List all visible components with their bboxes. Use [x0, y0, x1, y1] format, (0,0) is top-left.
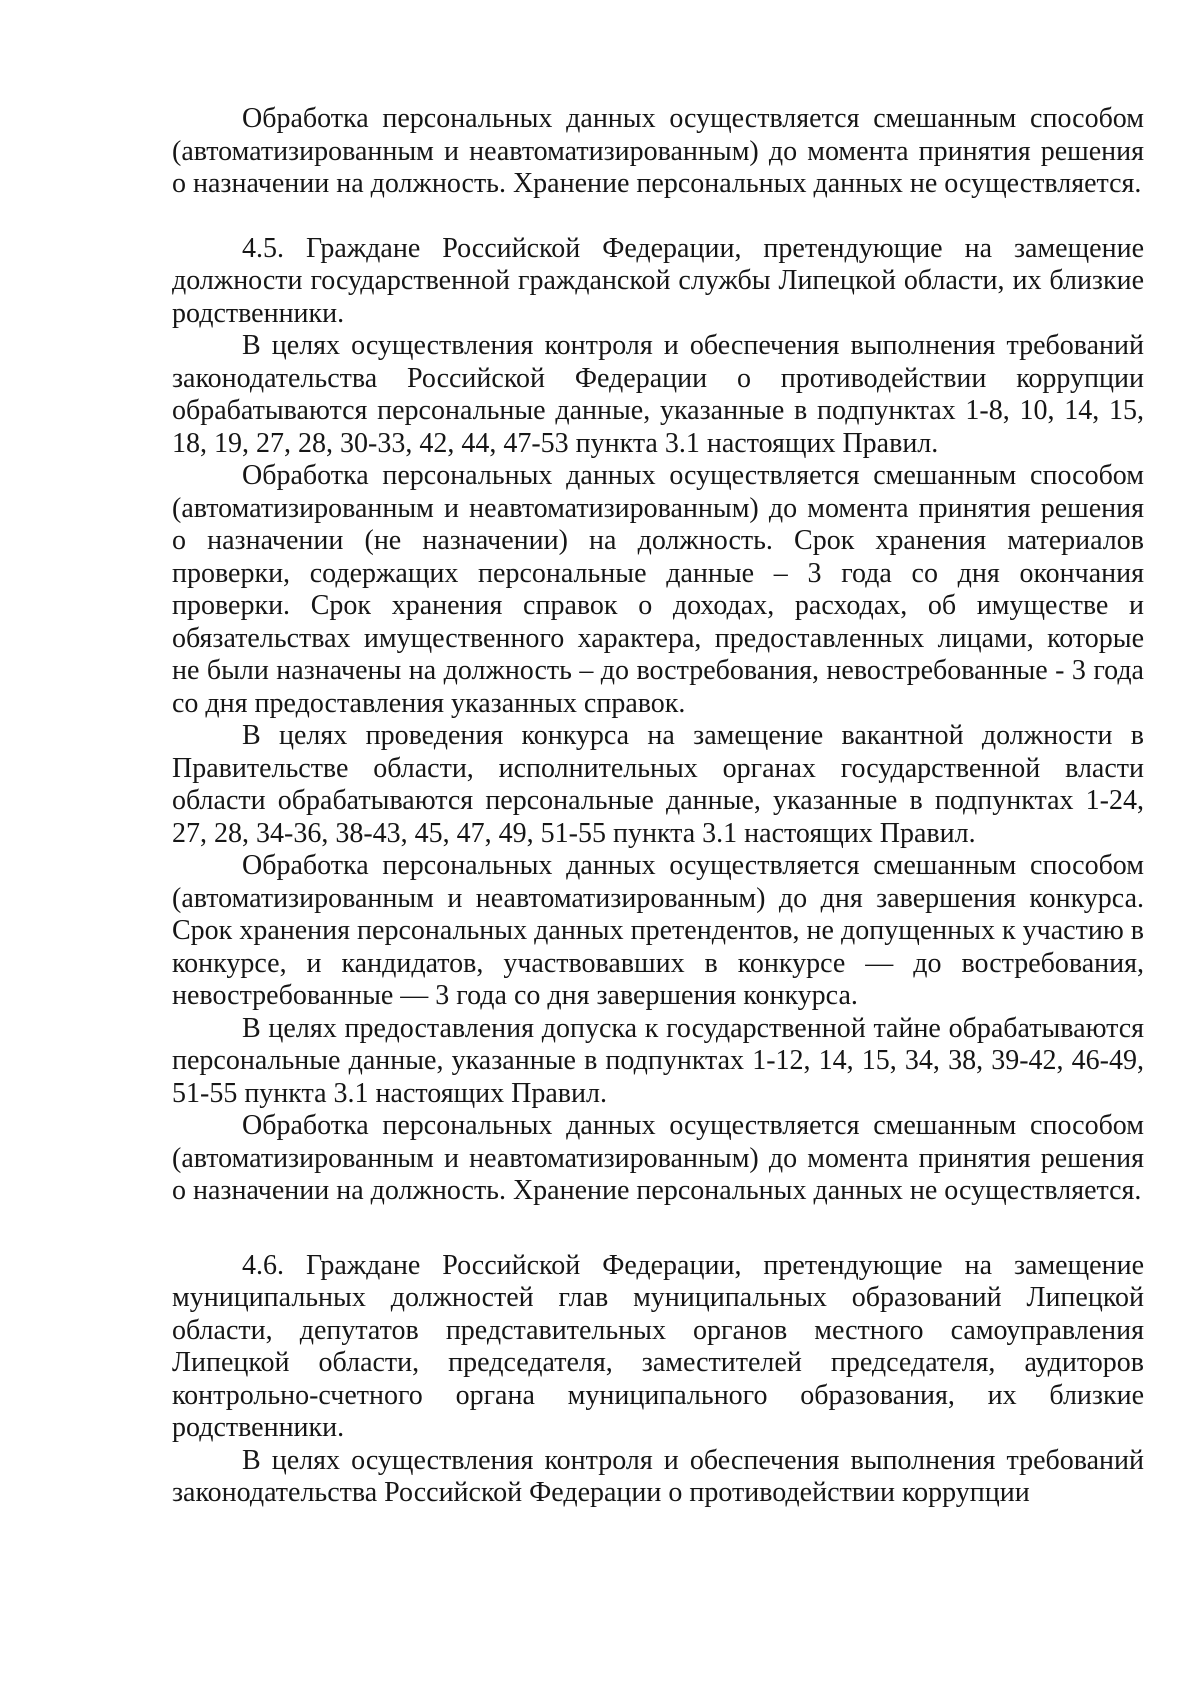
paragraph-processing-method-4: Обработка персональных данных осуществляется смешанным способом (автоматизированным и неавтоматизированным) до момента принятия решения о назначении на должность. Хранение персональных данных не осуществляется.	[172, 1110, 1144, 1206]
section-4-5-heading: 4.5. Граждане Российской Федерации, претендующие на замещение должности государственной гражданской службы Липецкой области, их близкие родственники.	[172, 232, 1144, 329]
paragraph-processing-method-2: Обработка персональных данных осуществляется смешанным способом (автоматизированным и неавтоматизированным) до момента принятия решения о назначении (не назначении) на должность. Срок хранения материалов проверки, содержащих персональные данные – 3 года со дня окончания проверки. Срок хранения справок о доходах, расходах, об имуществе и обязательствах имущественного характера, предоставленных лицами, которые не были назначены на должность – до востребования, невостребованные - 3 года со дня предоставления указанных справок.	[172, 460, 1144, 719]
paragraph-anticorruption-data-2: В целях осуществления контроля и обеспечения выполнения требований законодательства Российской Федерации о противодействии коррупции	[172, 1444, 1144, 1508]
section-4-6-heading: 4.6. Граждане Российской Федерации, претендующие на замещение муниципальных должностей глав муниципальных образований Липецкой области, депутатов представительных органов местного самоуправления Липецкой области, председателя, заместителей председателя, аудиторов контрольно-счетного органа муниципального образования, их близкие родственники.	[172, 1249, 1144, 1443]
paragraph-processing-method-3: Обработка персональных данных осуществляется смешанным способом (автоматизированным и неавтоматизированным) до дня завершения конкурса. Срок хранения персональных данных претендентов, не допущенных к участию в конкурсе, и кандидатов, участвовавших в конкурсе — до востребования, невостребованные — 3 года со дня завершения конкурса.	[172, 850, 1144, 1011]
paragraph-competition-data: В целях проведения конкурса на замещение вакантной должности в Правительстве области, исполнительных органах государственной власти области обрабатываются персональные данные, указанные в подпунктах 1-24, 27, 28, 34-36, 38-43, 45, 47, 49, 51-55 пункта 3.1 настоящих Правил.	[172, 720, 1144, 849]
paragraph-state-secret-access: В целях предоставления допуска к государственной тайне обрабатываются персональные данные, указанные в подпунктах 1-12, 14, 15, 34, 38, 39-42, 46-49, 51-55 пункта 3.1 настоящих Правил.	[172, 1012, 1144, 1109]
document-body	[172, 103, 1144, 1510]
paragraph-processing-method-1: Обработка персональных данных осуществляется смешанным способом (автоматизированным и неавтоматизированным) до момента принятия решения о назначении на должность. Хранение персональных данных не осуществляется.	[172, 103, 1144, 199]
paragraph-anticorruption-data: В целях осуществления контроля и обеспечения выполнения требований законодательства Российской Федерации о противодействии коррупции обрабатываются персональные данные, указанные в подпунктах 1-8, 10, 14, 15, 18, 19, 27, 28, 30-33, 42, 44, 47-53 пункта 3.1 настоящих Правил.	[172, 330, 1144, 459]
